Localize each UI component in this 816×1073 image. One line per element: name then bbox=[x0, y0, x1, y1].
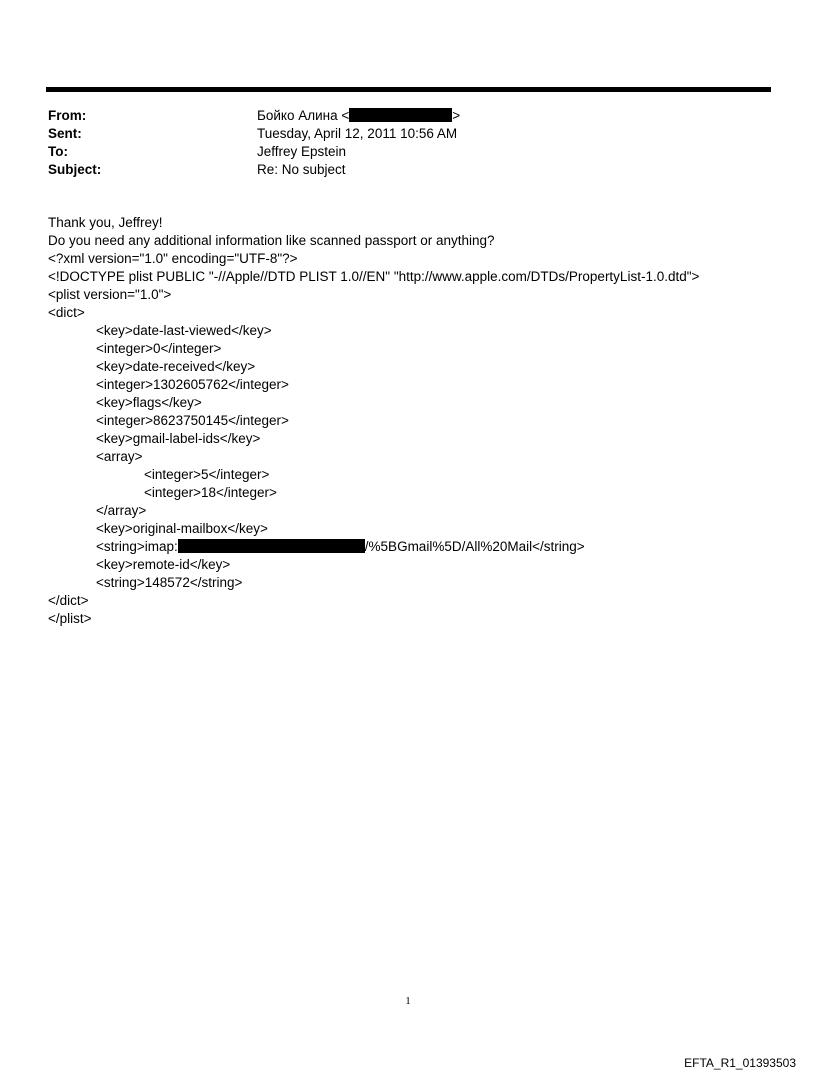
key-remote-id-line: <key>remote-id</key> bbox=[96, 557, 231, 572]
key-flags-line: <key>flags</key> bbox=[96, 395, 202, 410]
dict-open-line: <dict> bbox=[48, 305, 85, 320]
array-close-line: </array> bbox=[96, 503, 147, 518]
page-number: 1 bbox=[405, 995, 411, 1007]
sent-label: Sent: bbox=[48, 126, 82, 141]
header-rule bbox=[46, 87, 771, 92]
to-label: To: bbox=[48, 144, 68, 159]
doctype-line: <!DOCTYPE plist PUBLIC "-//Apple//DTD PLIST 1.0//EN" "http://www.apple.com/DTDs/PropertyList-1.0.dtd"> bbox=[48, 269, 700, 284]
dict-close-line: </dict> bbox=[48, 593, 89, 608]
to-value: Jeffrey Epstein bbox=[257, 144, 347, 159]
string-imap-prefix: <string>imap: bbox=[96, 539, 178, 554]
subject-label: Subject: bbox=[48, 162, 102, 177]
subject-row bbox=[48, 161, 768, 179]
plist-open-line: <plist version="1.0"> bbox=[48, 287, 172, 302]
email-header bbox=[48, 107, 768, 179]
xml-declaration-line: <?xml version="1.0" encoding="UTF-8"?> bbox=[48, 251, 298, 266]
integer-0-line: <integer>0</integer> bbox=[96, 341, 222, 356]
from-row bbox=[48, 107, 768, 125]
integer-date-received-line: <integer>1302605762</integer> bbox=[96, 377, 289, 392]
string-imap-suffix: /%5BGmail%5D/All%20Mail</string> bbox=[364, 539, 585, 554]
sent-row bbox=[48, 125, 768, 143]
key-date-last-viewed-line: <key>date-last-viewed</key> bbox=[96, 323, 272, 338]
from-name: Бойко Алина < bbox=[257, 108, 350, 123]
subject-value: Re: No subject bbox=[257, 162, 346, 177]
from-value bbox=[257, 107, 460, 125]
string-imap-line bbox=[48, 538, 788, 556]
plist-close-line: </plist> bbox=[48, 611, 92, 626]
from-close-bracket: > bbox=[452, 108, 461, 123]
sent-value: Tuesday, April 12, 2011 10:56 AM bbox=[257, 126, 458, 141]
to-row bbox=[48, 143, 768, 161]
integer-18-line: <integer>18</integer> bbox=[144, 485, 277, 500]
array-open-line: <array> bbox=[96, 449, 143, 464]
key-gmail-label-ids-line: <key>gmail-label-ids</key> bbox=[96, 431, 261, 446]
from-label: From: bbox=[48, 108, 87, 123]
email-body bbox=[48, 214, 788, 628]
redacted-email bbox=[349, 108, 452, 122]
redacted-imap-account bbox=[178, 539, 365, 553]
string-remote-id-line: <string>148572</string> bbox=[96, 575, 243, 590]
greeting-line: Thank you, Jeffrey! bbox=[48, 215, 163, 230]
question-line: Do you need any additional information like scanned passport or anything? bbox=[48, 233, 495, 248]
integer-flags-line: <integer>8623750145</integer> bbox=[96, 413, 289, 428]
key-original-mailbox-line: <key>original-mailbox</key> bbox=[96, 521, 268, 536]
document-id: EFTA_R1_01393503 bbox=[684, 1056, 796, 1070]
integer-5-line: <integer>5</integer> bbox=[144, 467, 270, 482]
key-date-received-line: <key>date-received</key> bbox=[96, 359, 256, 374]
